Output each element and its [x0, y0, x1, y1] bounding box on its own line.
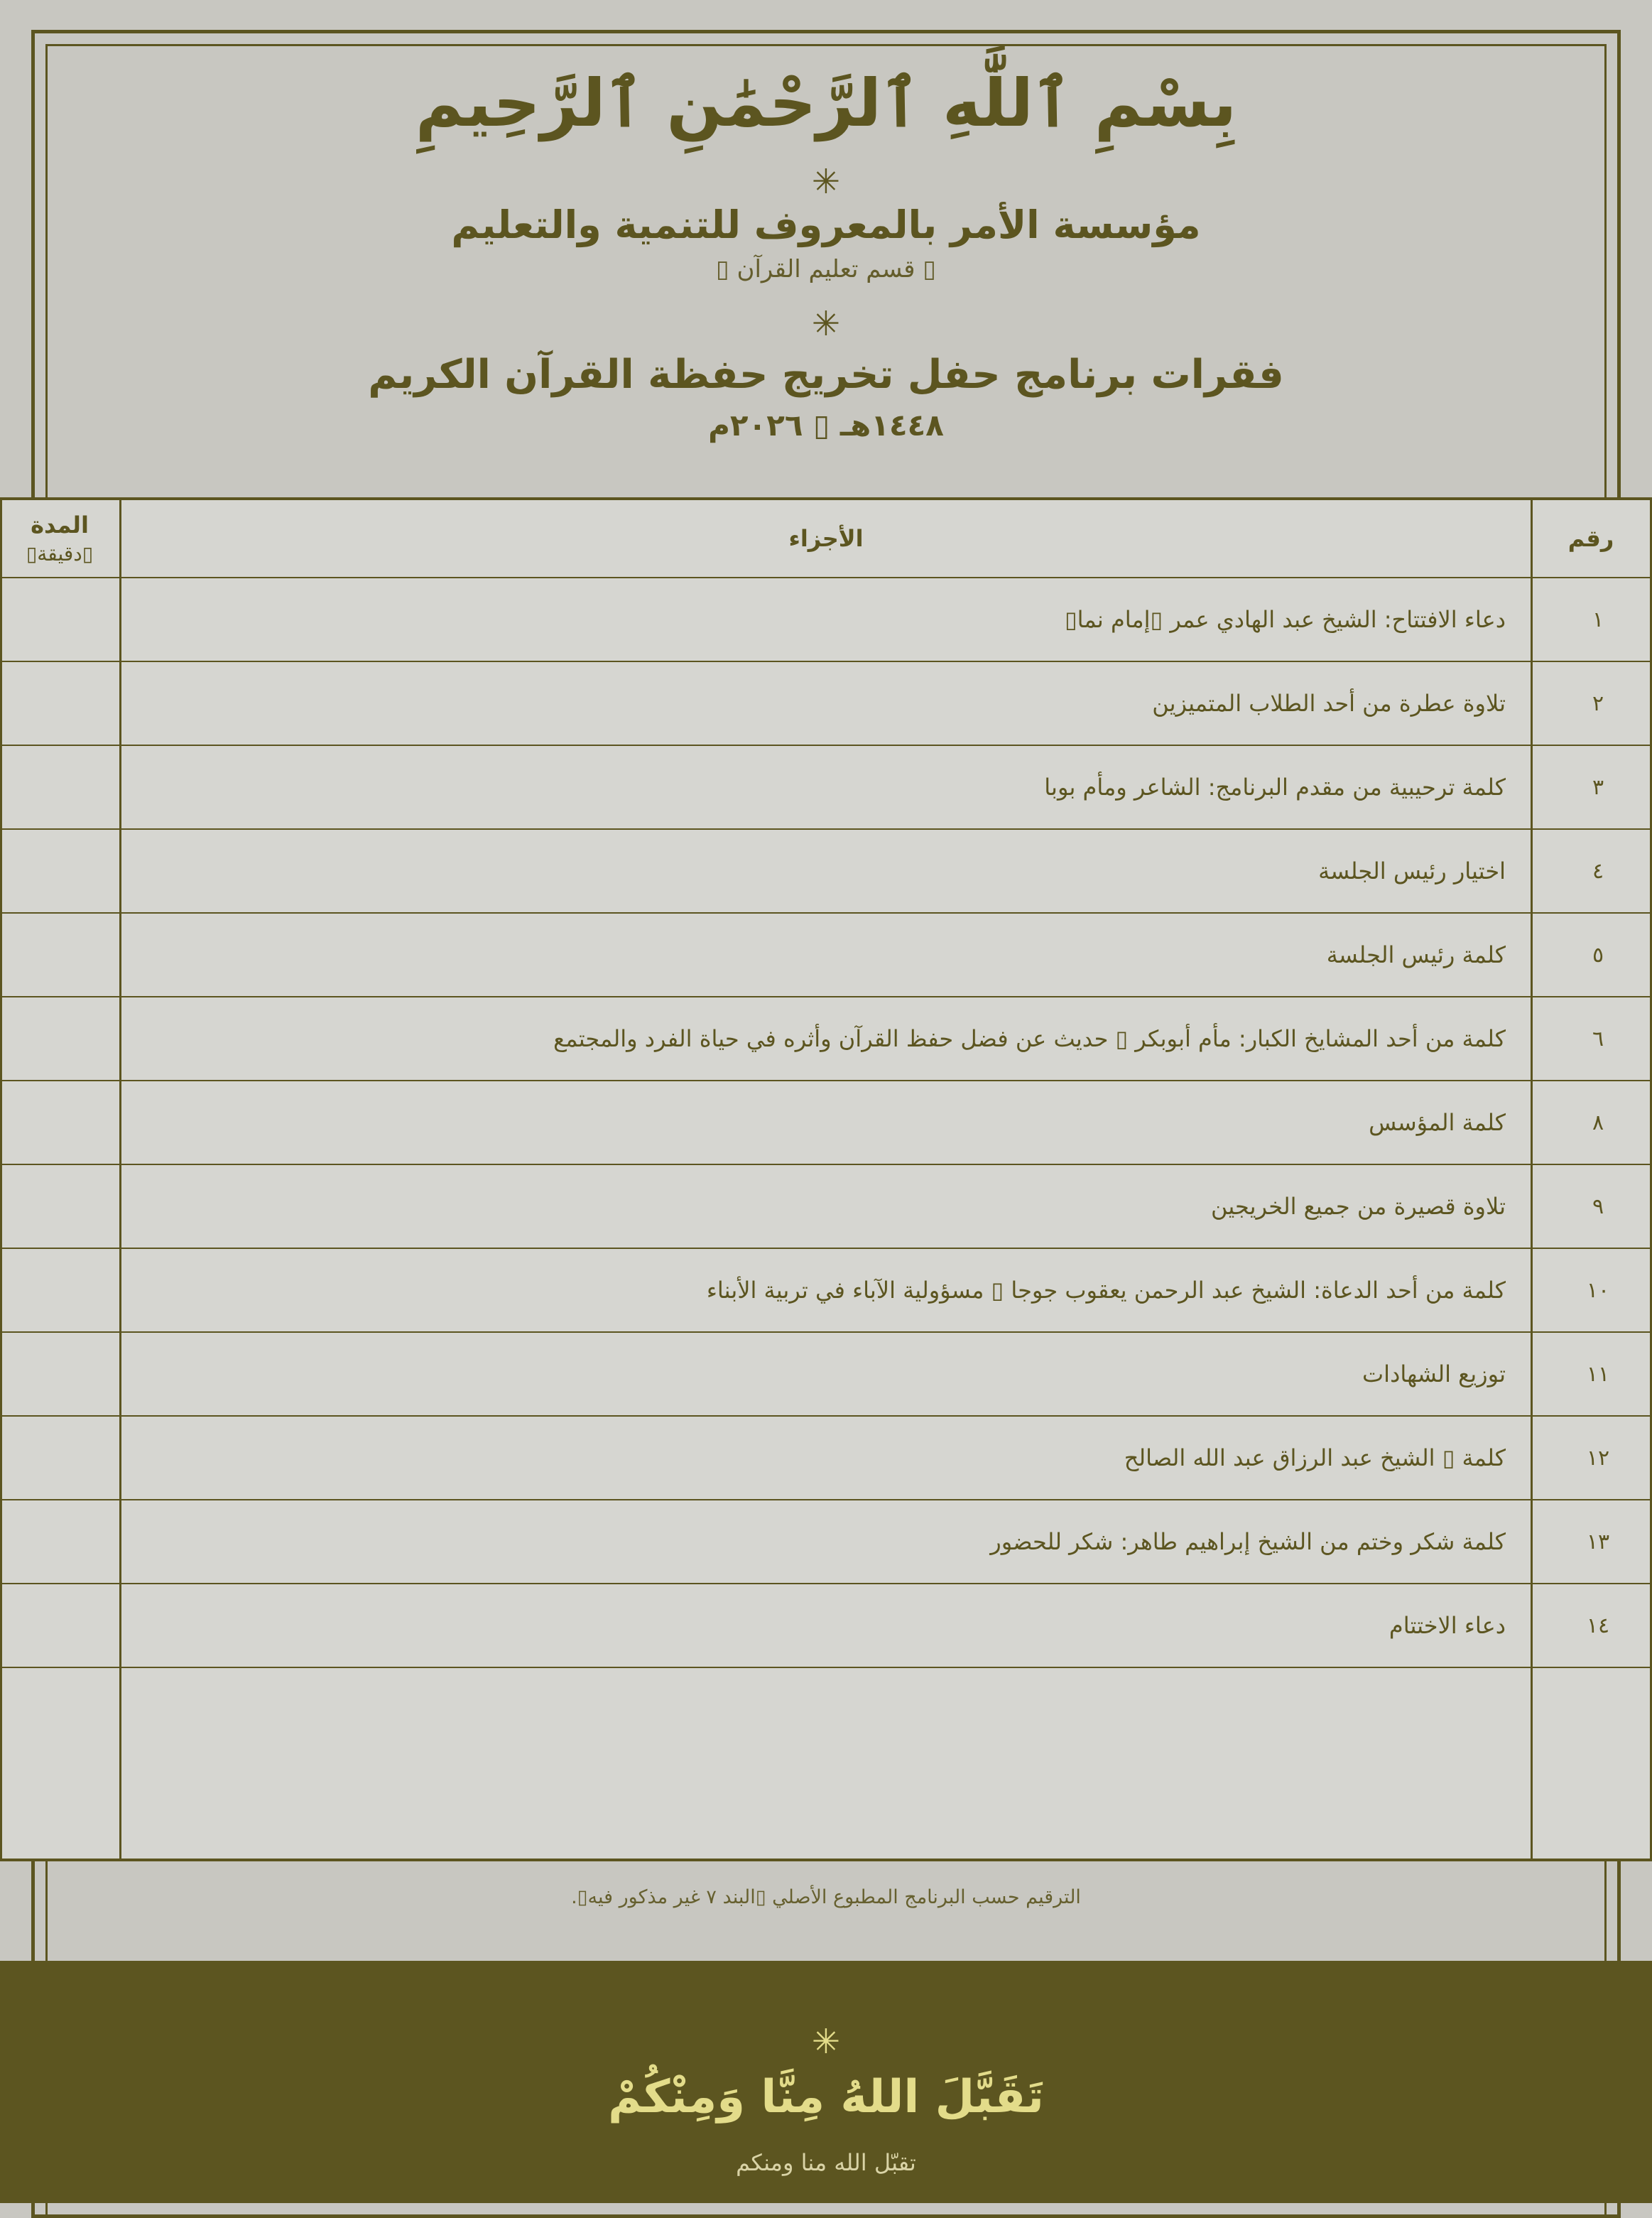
table-row	[0, 661, 1652, 745]
row-text: كلمة ▯ الشيخ عبد الرزاق عبد الله الصالح	[1124, 1444, 1506, 1471]
row-text: كلمة من أحد المشايخ الكبار: مأم أبوبكر ▯ حديث عن فضل حفظ القرآن وأثره في حياة الفرد والمجتمع	[553, 1025, 1506, 1052]
row-number: ١٤	[1586, 1613, 1610, 1638]
row-number: ٩	[1592, 1194, 1604, 1219]
row-text: كلمة من أحد الدعاة: الشيخ عبد الرحمن يعقوب جوجا ▯ مسؤولية الآباء في تربية الأبناء	[706, 1277, 1506, 1304]
row-text: تلاوة قصيرة من جميع الخريجين	[1210, 1193, 1506, 1220]
table-row	[0, 577, 1652, 661]
closing-dua-plain: تقبّل الله منا ومنكم	[736, 2149, 916, 2176]
table-row	[0, 1080, 1652, 1164]
star-ornament-icon: ✳	[811, 304, 841, 344]
row-text: اختيار رئيس الجلسة	[1318, 858, 1506, 885]
table-row	[0, 1164, 1652, 1248]
row-number: ١٢	[1586, 1445, 1610, 1471]
row-text: كلمة ترحيبية من مقدم البرنامج: الشاعر ومأم بوبا	[1044, 774, 1506, 801]
program-date: ١٤٤٨هـ ▯ ٢٠٢٦م	[708, 408, 944, 443]
table-row	[0, 1331, 1652, 1415]
star-ornament-icon: ✳	[811, 2022, 841, 2062]
row-number: ٢	[1592, 691, 1604, 716]
table-row	[0, 1415, 1652, 1499]
footnote: الترقيم حسب البرنامج المطبوع الأصلي ▯البند ٧ غير مذكور فيه▯.	[571, 1886, 1081, 1908]
closing-dua: تَقَبَّلَ اللهُ مِنَّا وَمِنْكُمْ	[608, 2071, 1044, 2124]
table-row	[0, 1248, 1652, 1331]
table-row-blank	[0, 1667, 1652, 1861]
column-header-duration	[0, 500, 119, 577]
table-row	[0, 1499, 1652, 1583]
row-text: كلمة المؤسس	[1369, 1109, 1506, 1136]
row-number: ١١	[1586, 1361, 1610, 1387]
organization-name: مؤسسة الأمر بالمعروف للتنمية والتعليم	[451, 202, 1201, 247]
row-number: ٦	[1592, 1026, 1604, 1051]
row-number: ٨	[1592, 1110, 1604, 1135]
row-number: ١٠	[1586, 1277, 1610, 1303]
program-table	[0, 497, 1652, 1861]
column-header-number: رقم	[1567, 525, 1614, 552]
row-number: ١٣	[1586, 1529, 1610, 1554]
row-text: دعاء الاختتام	[1389, 1612, 1506, 1639]
footer-banner	[0, 1961, 1652, 2203]
document-header	[0, 0, 1652, 497]
star-ornament-icon: ✳	[811, 162, 841, 202]
table-row	[0, 828, 1652, 912]
table-row	[0, 912, 1652, 996]
column-header-parts: الأجزاء	[788, 525, 864, 552]
row-number: ٣	[1592, 774, 1604, 800]
row-number: ١	[1592, 607, 1604, 632]
row-number: ٤	[1592, 858, 1604, 884]
table-row	[0, 745, 1652, 828]
program-title: فقرات برنامج حفل تخريج حفظة القرآن الكريم	[368, 352, 1284, 398]
row-text: كلمة رئيس الجلسة	[1326, 941, 1506, 968]
row-text: تلاوة عطرة من أحد الطلاب المتميزين	[1152, 690, 1506, 717]
row-text: كلمة شكر وختم من الشيخ إبراهيم طاهر: شكر للحضور	[990, 1528, 1506, 1555]
duration-unit: ▯دقيقة▯	[26, 541, 94, 566]
row-number: ٥	[1592, 942, 1604, 968]
table-row	[0, 1583, 1652, 1667]
table-row	[0, 996, 1652, 1080]
department-name: ▯ قسم تعليم القرآن ▯	[715, 255, 937, 283]
row-text: دعاء الافتتاح: الشيخ عبد الهادي عمر ▯إمام نما▯	[1065, 606, 1506, 633]
duration-label: المدة	[31, 511, 89, 539]
row-text: توزيع الشهادات	[1362, 1360, 1506, 1387]
basmala: بِسْمِ ٱللَّٰهِ ٱلرَّحْمَٰنِ ٱلرَّحِيمِ	[415, 65, 1237, 141]
